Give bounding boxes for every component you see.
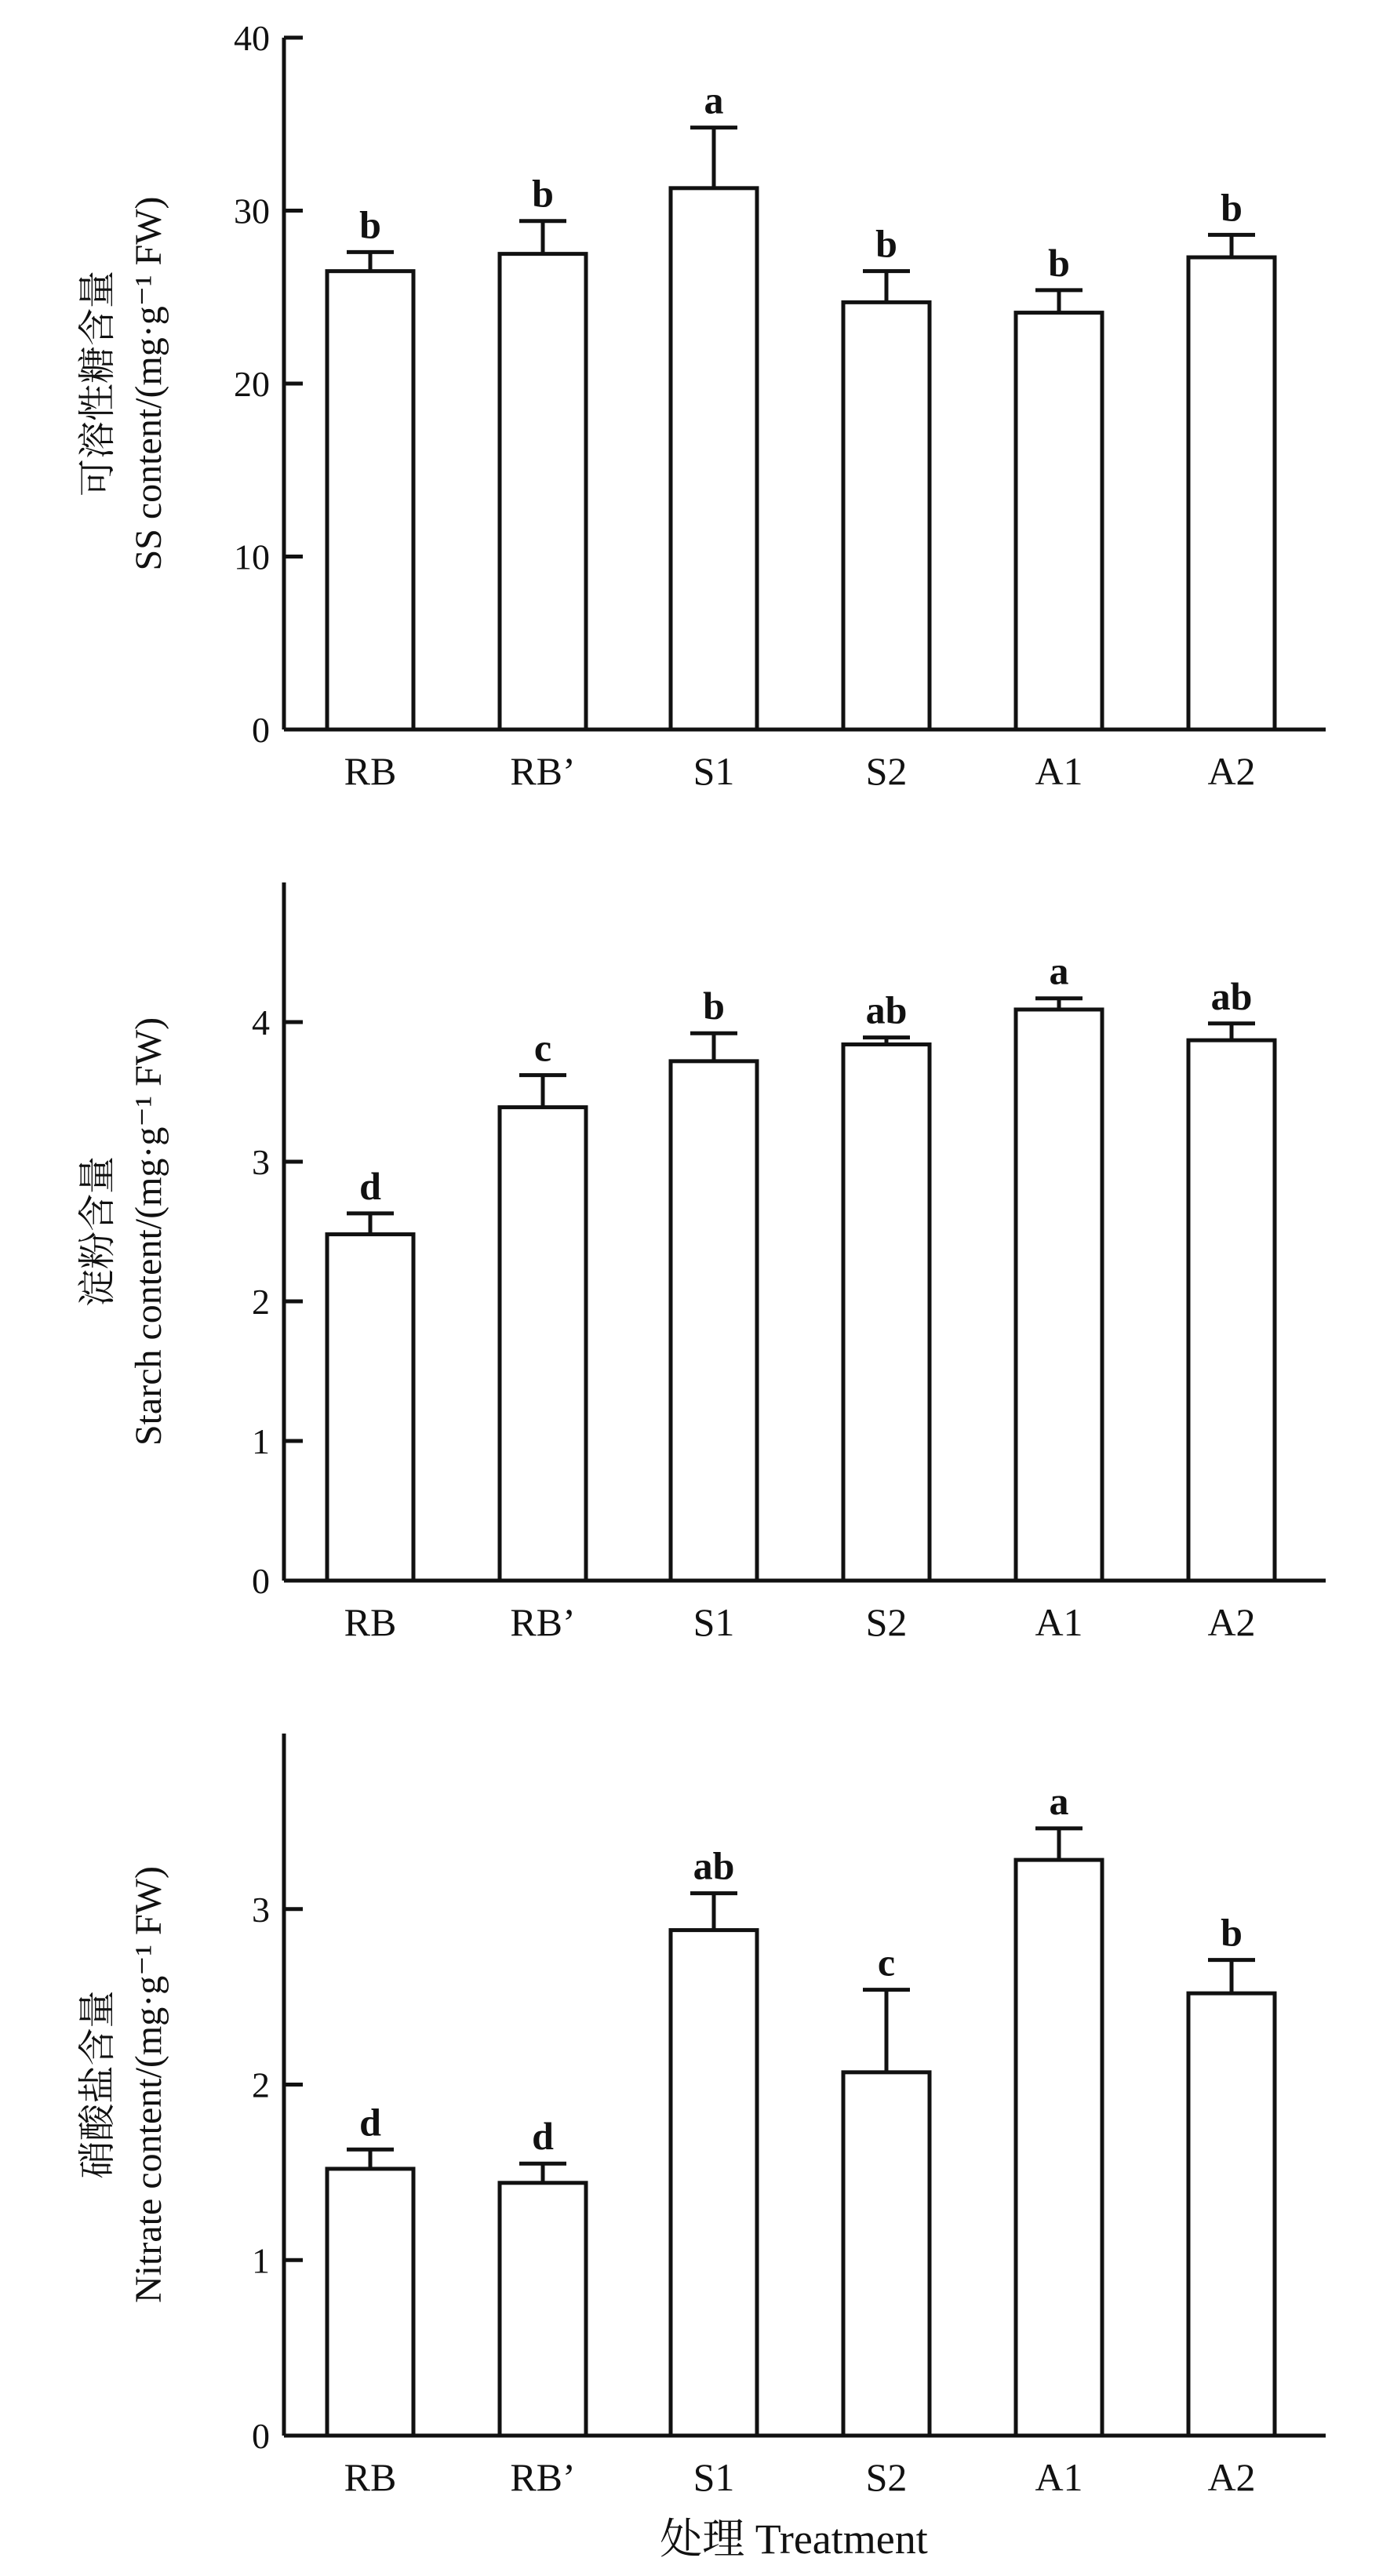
bar-a1 [1016, 1860, 1102, 2436]
y-axis-label-cn: 淀粉含量 [77, 1155, 118, 1308]
y-axis-label-cn: 硝酸盐含量 [77, 1990, 118, 2179]
y-tick-label: 4 [252, 1002, 270, 1042]
category-label: RB’ [510, 2455, 576, 2499]
y-tick-label: 0 [252, 1561, 270, 1601]
category-label: S1 [693, 1600, 735, 1644]
y-tick-label: 40 [234, 18, 270, 58]
y-axis-label-en: SS content/(mg·g⁻¹ FW) [128, 196, 169, 571]
bar-rb [327, 271, 413, 730]
significance-letter: ab [865, 988, 908, 1032]
bar-a1 [1016, 313, 1102, 730]
y-tick-label: 1 [252, 1421, 270, 1461]
category-label: A1 [1035, 749, 1083, 793]
significance-letter: b [1221, 185, 1243, 230]
panel-nitrate [77, 1734, 1326, 2499]
bar-a2 [1188, 257, 1275, 730]
panel-starch [77, 882, 1326, 1644]
bar-s2 [843, 2072, 930, 2436]
significance-letter: a [1049, 948, 1069, 993]
bar-s1 [671, 188, 757, 730]
significance-letter: c [877, 1940, 896, 1985]
y-axis-label-en: Nitrate content/(mg·g⁻¹ FW) [128, 1866, 169, 2303]
category-label: A2 [1207, 1600, 1256, 1644]
y-tick-label: 2 [252, 1282, 270, 1322]
y-axis-label-en: Starch content/(mg·g⁻¹ FW) [128, 1017, 169, 1446]
significance-letter: d [532, 2114, 554, 2159]
significance-letter: ab [693, 1843, 735, 1888]
significance-letter: b [1221, 1910, 1243, 1955]
significance-letter: ab [1210, 973, 1253, 1018]
y-axis-label-cn: 可溶性糖含量 [77, 270, 118, 497]
bar-s2 [843, 1044, 930, 1581]
bar-rb [327, 2169, 413, 2436]
category-label: RB’ [510, 749, 576, 793]
y-tick-label: 20 [234, 364, 270, 404]
category-label: RB [344, 1600, 397, 1644]
category-label: A1 [1035, 1600, 1083, 1644]
y-tick-label: 3 [252, 1889, 270, 1930]
y-tick-label: 10 [234, 537, 270, 577]
category-label: RB [344, 2455, 397, 2499]
bar-rb [500, 2183, 586, 2436]
y-tick-label: 30 [234, 191, 270, 231]
significance-letter: b [1048, 240, 1070, 285]
category-label: S1 [693, 749, 735, 793]
significance-letter: b [359, 202, 381, 247]
y-tick-label: 3 [252, 1142, 270, 1182]
y-tick-label: 0 [252, 710, 270, 750]
significance-letter: d [359, 1163, 381, 1208]
significance-letter: b [703, 984, 725, 1028]
significance-letter: a [704, 78, 724, 122]
bar-s1 [671, 1061, 757, 1581]
y-tick-label: 1 [252, 2240, 270, 2281]
category-label: S2 [865, 2455, 908, 2499]
bar-rb [500, 1108, 586, 1581]
significance-letter: a [1049, 1778, 1069, 1823]
y-tick-label: 0 [252, 2416, 270, 2456]
category-label: S1 [693, 2455, 735, 2499]
y-tick-label: 2 [252, 2065, 270, 2105]
significance-letter: c [533, 1025, 552, 1070]
significance-letter: b [532, 171, 554, 216]
panel-soluble-sugar [77, 18, 1326, 793]
bar-rb [500, 254, 586, 730]
bar-a2 [1188, 1040, 1275, 1581]
category-label: A2 [1207, 749, 1256, 793]
category-label: A2 [1207, 2455, 1256, 2499]
bar-rb [327, 1235, 413, 1581]
category-label: S2 [865, 1600, 908, 1644]
bar-a1 [1016, 1010, 1102, 1581]
x-axis-title: 处理 Treatment [660, 2516, 928, 2563]
category-label: RB [344, 749, 397, 793]
category-label: RB’ [510, 1600, 576, 1644]
category-label: S2 [865, 749, 908, 793]
significance-letter: b [875, 221, 897, 266]
bar-s1 [671, 1930, 757, 2436]
category-label: A1 [1035, 2455, 1083, 2499]
bar-a2 [1188, 1993, 1275, 2436]
bar-s2 [843, 302, 930, 730]
significance-letter: d [359, 2100, 381, 2145]
